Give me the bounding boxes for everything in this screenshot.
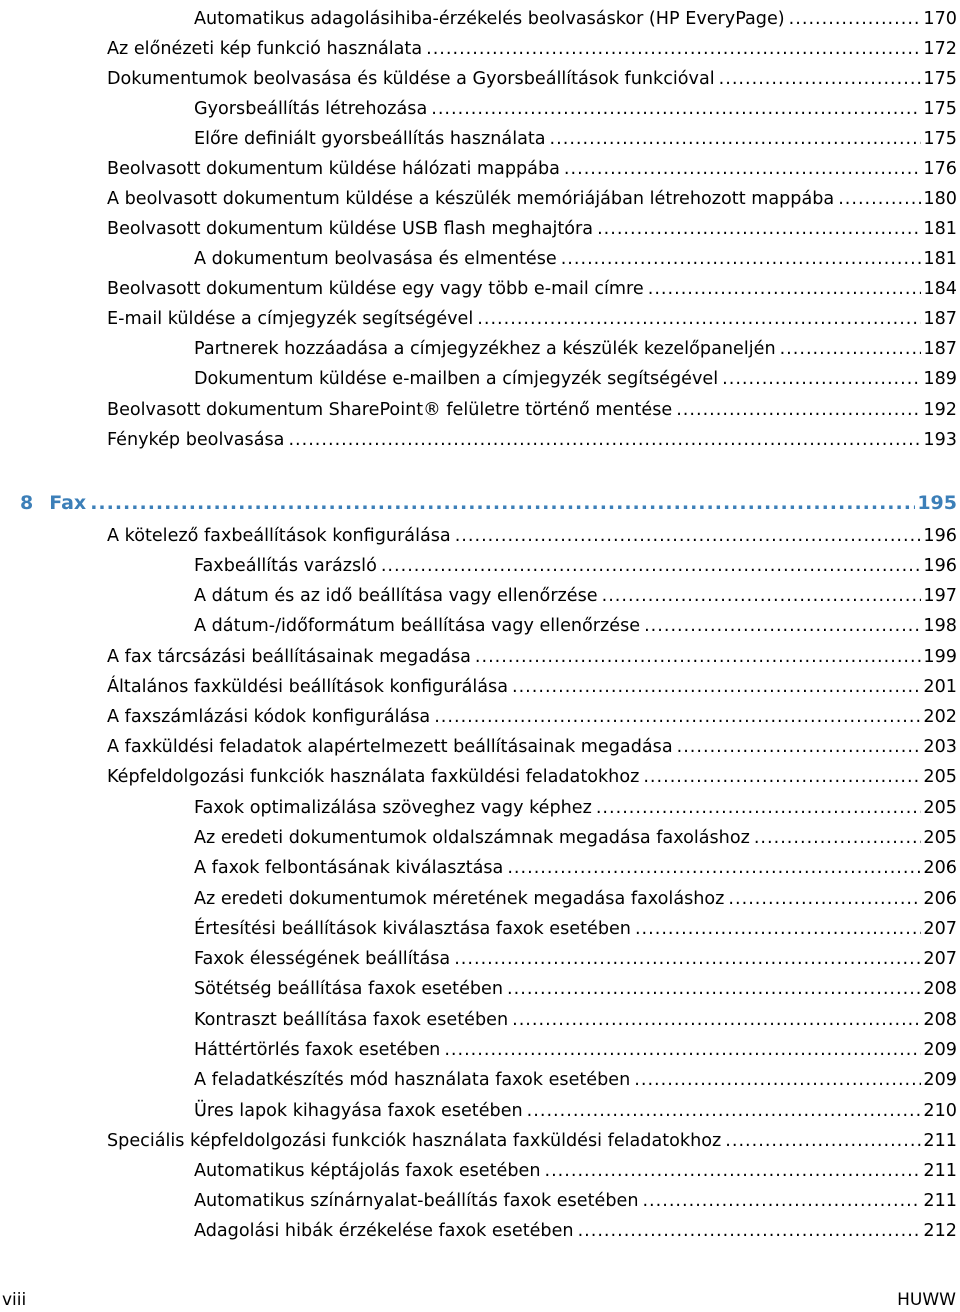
toc-entry-title: A beolvasott dokumentum küldése a készülék memóriájában létrehozott mappába bbox=[107, 189, 835, 209]
toc-entry-title: Faxbeállítás varázsló bbox=[194, 556, 377, 576]
chapter-title: Fax bbox=[49, 492, 87, 514]
toc-entry-title: Automatikus adagolásihiba-érzékelés beolvasáskor (HP EveryPage) bbox=[194, 9, 785, 29]
toc-entry-title: Kontraszt beállítása faxok esetében bbox=[194, 1010, 509, 1030]
toc-entry-title: A dátum és az idő beállítása vagy ellenőrzése bbox=[194, 586, 598, 606]
toc-entry[interactable] bbox=[194, 819, 957, 849]
toc-entry-title: Adagolási hibák érzékelése faxok esetében bbox=[194, 1221, 574, 1241]
toc-entry-title: Háttértörlés faxok esetében bbox=[194, 1040, 441, 1060]
toc-entry-title: A faxszámlázási kódok konfigurálása bbox=[107, 707, 431, 727]
dot-leader bbox=[644, 615, 921, 637]
toc-entry-title: E-mail küldése a címjegyzék segítségével bbox=[107, 309, 474, 329]
toc-entry[interactable] bbox=[194, 1001, 957, 1031]
toc-entry-page: 207 bbox=[923, 949, 957, 969]
dot-leader bbox=[754, 827, 922, 849]
toc-entry-title: A faxküldési feladatok alapértelmezett beállításainak megadása bbox=[107, 737, 673, 757]
dot-leader bbox=[545, 1160, 922, 1182]
toc-entry[interactable] bbox=[194, 607, 957, 637]
toc-entry-page: 187 bbox=[923, 339, 957, 359]
toc-entry-page: 206 bbox=[923, 858, 957, 878]
toc-entry-title: Üres lapok kihagyása faxok esetében bbox=[194, 1101, 523, 1121]
dot-leader bbox=[722, 368, 921, 390]
dot-leader bbox=[677, 736, 922, 758]
toc-entry-title: Beolvasott dokumentum küldése egy vagy több e-mail címre bbox=[107, 279, 644, 299]
toc-entry[interactable] bbox=[194, 880, 957, 910]
dot-leader bbox=[527, 1100, 922, 1122]
toc-entry-page: 205 bbox=[923, 798, 957, 818]
chapter-number: 8 bbox=[20, 492, 34, 514]
toc-entry-page: 199 bbox=[923, 647, 957, 667]
toc-entry[interactable] bbox=[194, 1212, 957, 1242]
toc-entry-page: 207 bbox=[923, 919, 957, 939]
toc-entry[interactable] bbox=[107, 517, 957, 547]
dot-leader bbox=[512, 1009, 921, 1031]
toc-entry-page: 198 bbox=[923, 616, 957, 636]
toc-entry-page: 203 bbox=[923, 737, 957, 757]
toc-entry-page: 175 bbox=[923, 69, 957, 89]
dot-leader bbox=[550, 128, 922, 150]
toc-entry[interactable] bbox=[107, 180, 957, 210]
toc-entry-title: A faxok felbontásának kiválasztása bbox=[194, 858, 504, 878]
toc-entry-page: 192 bbox=[923, 400, 957, 420]
footer-page-number: viii bbox=[2, 1290, 27, 1310]
toc-entry-title: Képfeldolgozási funkciók használata faxküldési feladatokhoz bbox=[107, 767, 640, 787]
toc-entry[interactable] bbox=[107, 698, 957, 728]
toc-entry[interactable] bbox=[194, 577, 957, 607]
toc-entry-title: Értesítési beállítások kiválasztása faxok esetében bbox=[194, 919, 631, 939]
toc-entry-page: 181 bbox=[923, 249, 957, 269]
dot-leader bbox=[597, 218, 921, 240]
footer-brand: HUWW bbox=[897, 1290, 956, 1310]
toc-entry-page: 212 bbox=[923, 1221, 957, 1241]
toc-entry-page: 181 bbox=[923, 219, 957, 239]
toc-entry-title: A fax tárcsázási beállításainak megadása bbox=[107, 647, 471, 667]
dot-leader bbox=[431, 98, 921, 120]
toc-entry-page: 209 bbox=[923, 1040, 957, 1060]
page-footer bbox=[0, 1284, 960, 1310]
toc-chapter-fax[interactable] bbox=[20, 484, 957, 514]
toc-entry[interactable] bbox=[107, 421, 957, 451]
dot-leader bbox=[381, 555, 922, 577]
toc-entry-page: 210 bbox=[923, 1101, 957, 1121]
toc-entry-title: Beolvasott dokumentum küldése hálózati mappába bbox=[107, 159, 560, 179]
dot-leader bbox=[578, 1220, 922, 1242]
toc-entry-title: Dokumentumok beolvasása és küldése a Gyorsbeállítások funkcióval bbox=[107, 69, 715, 89]
toc-entry[interactable] bbox=[194, 970, 957, 1000]
toc-entry[interactable] bbox=[107, 638, 957, 668]
toc-entry-page: 211 bbox=[923, 1131, 957, 1151]
dot-leader bbox=[90, 492, 915, 514]
toc-entry[interactable] bbox=[194, 940, 957, 970]
toc-entry[interactable] bbox=[107, 1122, 957, 1152]
toc-entry-title: Automatikus színárnyalat-beállítás faxok esetében bbox=[194, 1191, 639, 1211]
dot-leader bbox=[648, 278, 922, 300]
toc-entry-title: Gyorsbeállítás létrehozása bbox=[194, 99, 428, 119]
dot-leader bbox=[288, 429, 921, 451]
toc-entry-page: 175 bbox=[923, 129, 957, 149]
toc-entry[interactable] bbox=[107, 270, 957, 300]
dot-leader bbox=[676, 399, 921, 421]
toc-entry[interactable] bbox=[107, 391, 957, 421]
dot-leader bbox=[426, 38, 921, 60]
dot-leader bbox=[602, 585, 922, 607]
dot-leader bbox=[564, 158, 921, 180]
dot-leader bbox=[475, 646, 922, 668]
toc-entry-page: 205 bbox=[923, 767, 957, 787]
toc-entry-title: Beolvasott dokumentum SharePoint® felületre történő mentése bbox=[107, 400, 673, 420]
toc-entry[interactable] bbox=[194, 1182, 957, 1212]
toc-entry-title: Automatikus képtájolás faxok esetében bbox=[194, 1161, 541, 1181]
toc-entry-page: 209 bbox=[923, 1070, 957, 1090]
toc-entry-page: 176 bbox=[923, 159, 957, 179]
toc-entry[interactable] bbox=[107, 210, 957, 240]
toc-entry-title: Dokumentum küldése e-mailben a címjegyzék segítségével bbox=[194, 369, 719, 389]
toc-entry[interactable] bbox=[194, 910, 957, 940]
toc-entry-title: Általános faxküldési beállítások konfigurálása bbox=[107, 677, 508, 697]
dot-leader bbox=[728, 888, 921, 910]
toc-entry-page: 184 bbox=[923, 279, 957, 299]
toc-entry[interactable] bbox=[194, 240, 957, 270]
toc-entry-page: 196 bbox=[923, 556, 957, 576]
toc-entry-title: A dátum-/időformátum beállítása vagy ellenőrzése bbox=[194, 616, 641, 636]
toc-entry-title: Az eredeti dokumentumok oldalszámnak megadása faxoláshoz bbox=[194, 828, 750, 848]
toc-entry[interactable] bbox=[194, 1152, 957, 1182]
dot-leader bbox=[719, 68, 922, 90]
toc-entry[interactable] bbox=[194, 1092, 957, 1122]
toc-entry[interactable] bbox=[194, 789, 957, 819]
toc-entry-page: 187 bbox=[923, 309, 957, 329]
toc-entry-page: 172 bbox=[923, 39, 957, 59]
dot-leader bbox=[642, 1190, 921, 1212]
toc-entry-page: 201 bbox=[923, 677, 957, 697]
toc-entry-title: Előre definiált gyorsbeállítás használata bbox=[194, 129, 546, 149]
toc-entry-title: Partnerek hozzáadása a címjegyzékhez a készülék kezelőpaneljén bbox=[194, 339, 776, 359]
toc-entry[interactable] bbox=[107, 30, 957, 60]
toc-entry[interactable] bbox=[107, 300, 957, 330]
dot-leader bbox=[634, 1069, 921, 1091]
toc-entry-page: 206 bbox=[923, 889, 957, 909]
dot-leader bbox=[454, 948, 921, 970]
dot-leader bbox=[596, 797, 922, 819]
dot-leader bbox=[477, 308, 921, 330]
toc-entry[interactable] bbox=[194, 849, 957, 879]
toc-entry[interactable] bbox=[107, 150, 957, 180]
toc-entry-page: 202 bbox=[923, 707, 957, 727]
dot-leader bbox=[507, 857, 921, 879]
dot-leader bbox=[789, 8, 922, 30]
toc-entry-page: 211 bbox=[923, 1161, 957, 1181]
dot-leader bbox=[725, 1130, 921, 1152]
dot-leader bbox=[780, 338, 922, 360]
dot-leader bbox=[635, 918, 921, 940]
toc-entry-page: 170 bbox=[923, 9, 957, 29]
toc-entry-title: Fénykép beolvasása bbox=[107, 430, 285, 450]
toc-entry-page: 211 bbox=[923, 1191, 957, 1211]
toc-entry[interactable] bbox=[194, 330, 957, 360]
toc-entry-title: A feladatkészítés mód használata faxok esetében bbox=[194, 1070, 631, 1090]
toc-entry-title: A kötelező faxbeállítások konfigurálása bbox=[107, 526, 451, 546]
toc-entry-page: 196 bbox=[923, 526, 957, 546]
toc-entry[interactable] bbox=[194, 1031, 957, 1061]
toc-entry[interactable] bbox=[194, 1061, 957, 1091]
toc-entry-title: Az előnézeti kép funkció használata bbox=[107, 39, 423, 59]
toc-entry[interactable] bbox=[194, 547, 957, 577]
toc-entry[interactable] bbox=[194, 90, 957, 120]
dot-leader bbox=[455, 525, 922, 547]
toc-entry-page: 208 bbox=[923, 1010, 957, 1030]
dot-leader bbox=[561, 248, 922, 270]
dot-leader bbox=[512, 676, 921, 698]
dot-leader bbox=[838, 188, 921, 210]
toc-entry-page: 175 bbox=[923, 99, 957, 119]
toc-entry-page: 197 bbox=[923, 586, 957, 606]
toc-entry[interactable] bbox=[107, 758, 957, 788]
toc-entry-title: A dokumentum beolvasása és elmentése bbox=[194, 249, 557, 269]
chapter-page: 195 bbox=[917, 492, 957, 514]
dot-leader bbox=[444, 1039, 921, 1061]
toc-entry-title: Sötétség beállítása faxok esetében bbox=[194, 979, 504, 999]
toc-entry-page: 189 bbox=[923, 369, 957, 389]
toc-entry[interactable] bbox=[194, 120, 957, 150]
toc-entry-title: Beolvasott dokumentum küldése USB flash meghajtóra bbox=[107, 219, 594, 239]
toc-entry[interactable] bbox=[194, 360, 957, 390]
toc-entry-title: Faxok optimalizálása szöveghez vagy képhez bbox=[194, 798, 592, 818]
toc-entry-title: Faxok élességének beállítása bbox=[194, 949, 451, 969]
toc-entry-title: Az eredeti dokumentumok méretének megadása faxoláshoz bbox=[194, 889, 725, 909]
toc-entry[interactable] bbox=[107, 728, 957, 758]
toc-entry-page: 208 bbox=[923, 979, 957, 999]
dot-leader bbox=[434, 706, 921, 728]
toc-entry-page: 193 bbox=[923, 430, 957, 450]
toc-entry-page: 205 bbox=[923, 828, 957, 848]
toc-entry[interactable] bbox=[107, 668, 957, 698]
toc-entry[interactable] bbox=[107, 60, 957, 90]
toc-entry[interactable] bbox=[194, 0, 957, 30]
toc-entry-title: Speciális képfeldolgozási funkciók használata faxküldési feladatokhoz bbox=[107, 1131, 722, 1151]
toc-entry-page: 180 bbox=[923, 189, 957, 209]
dot-leader bbox=[643, 766, 921, 788]
dot-leader bbox=[507, 978, 921, 1000]
